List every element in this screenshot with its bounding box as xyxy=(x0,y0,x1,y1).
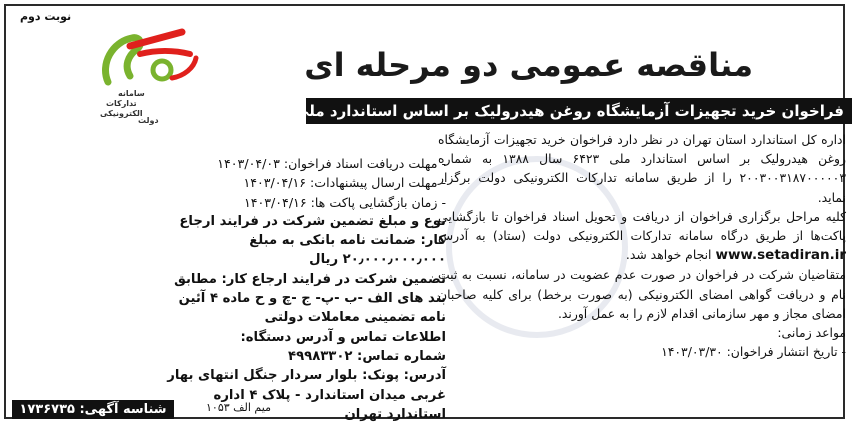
page-title: مناقصه عمومی دو مرحله ای xyxy=(304,46,753,84)
body-left-column xyxy=(156,154,446,424)
intro-paragraph: اداره کل استاندارد استان تهران در نظر دارد فراخوان خرید تجهیزات آزمایشگاه روغن هیدرولیک بر اساس استاندارد ملی ۶۴۲۳ سال ۱۳۸۸ به شماره ۲۰۰۳۰۰۳۱۸۷۰۰۰۰۰۳ را از طریق سامانه تدارکات الکترونیکی دولت برگزار نماید. xyxy=(438,132,847,205)
contact-title: اطلاعات تماس و آدرس دستگاه: xyxy=(240,329,446,345)
body-right-column xyxy=(438,130,846,361)
logo-caption-1: سامانه xyxy=(118,89,145,98)
publication-round-label: نوبت دوم xyxy=(20,10,72,23)
subtitle-bar: فراخوان خرید تجهیزات آزمایشگاه روغن هیدرولیک بر اساس استاندارد ملی ۶۴۲۳ سال ۱۳۸۸ xyxy=(306,98,852,124)
footer xyxy=(6,400,843,419)
ad-id-badge: شناسه آگهی: ۱۷۳۶۷۳۵ xyxy=(12,400,174,419)
guarantee-type: نوع و مبلغ تضمین شرکت در فرایند ارجاع کار: ضمانت نامه بانکی به مبلغ ۲۰٫۰۰۰٫۰۰۰٫۰۰۰ ریال xyxy=(179,213,446,268)
contact-address: آدرس: پونک: بلوار سردار جنگل انتهای بهار غربی میدان استاندارد - پلاک ۴ اداره استاندارد تهران xyxy=(167,368,446,422)
process-end-text: انجام خواهد شد. xyxy=(625,247,712,263)
announcement-frame xyxy=(4,4,847,422)
schedule-title: مواعد زمانی: xyxy=(777,325,846,341)
ad-code: میم الف ۱۰۵۳ xyxy=(206,401,271,414)
guarantee-rule: تضمین شرکت در فرایند ارجاع کار: مطابق بند های الف -ب -پ- ج -چ و ح ماده ۴ آئین نامه تضمینی معاملات دولتی xyxy=(174,271,446,326)
contact-phone: شماره تماس: ۴۹۹۸۳۳۰۲ xyxy=(288,348,446,364)
doc-deadline: - مهلت دریافت اسناد فراخوان: ۱۴۰۳/۰۴/۰۳ xyxy=(217,156,446,171)
publish-date: - تاریخ انتشار فراخوان: ۱۴۰۳/۰۳/۳۰ xyxy=(661,344,846,360)
website-link[interactable]: www.setadiran.ir xyxy=(715,247,846,264)
registration-paragraph: متقاضیان شرکت در فراخوان در صورت عدم عضویت در سامانه، نسبت به ثبت نام و دریافت گواهی امضای الکترونیکی (به صورت برخط) برای کلیه صاحبان امضای مجاز و مهر سازمانی اقدام لازم را به عمل آورند. xyxy=(438,267,846,321)
logo-caption-3: الکترونیکی xyxy=(100,109,143,118)
bid-deadline: - مهلت ارسال پیشنهادات: ۱۴۰۳/۰۴/۱۶ xyxy=(243,175,446,191)
logo-caption-4: دولت xyxy=(138,116,159,125)
process-text: کلیه مراحل برگزاری فراخوان از دریافت و تحویل اسناد فراخوان تا بازگشایی پاکت‌ها از طریق درگاه سامانه تدارکات الکترونیکی دولت (ستاد) به آدرس xyxy=(438,208,846,244)
process-paragraph xyxy=(438,207,846,266)
opening-date: - زمان بازگشایی پاکت ها: ۱۴۰۳/۰۴/۱۶ xyxy=(243,194,446,210)
logo-caption-2: تدارکات xyxy=(106,99,137,108)
